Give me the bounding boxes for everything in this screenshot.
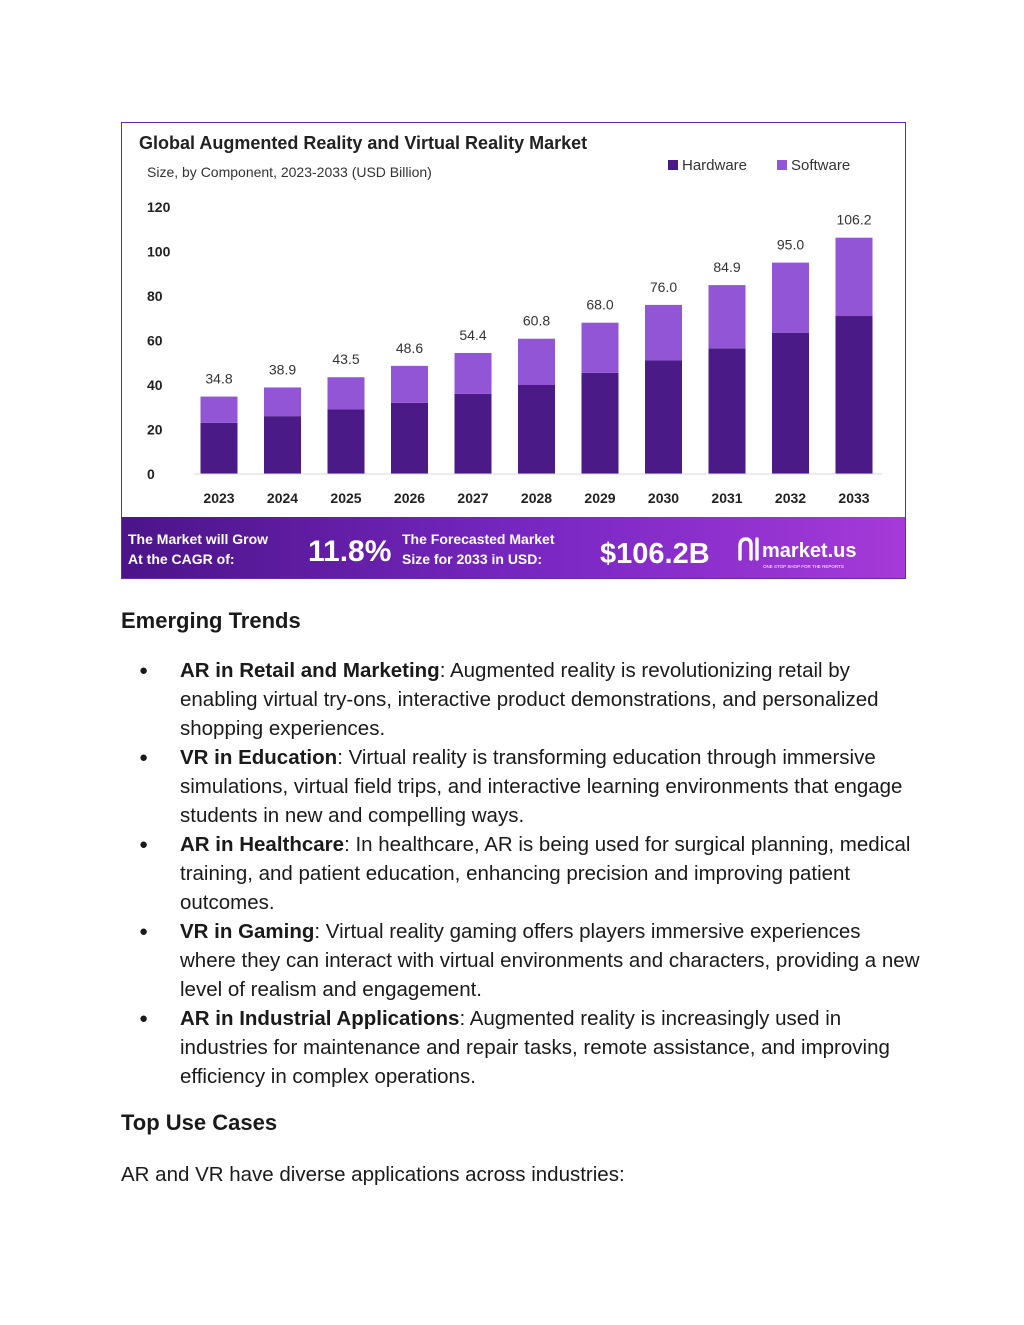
bar-hardware: [645, 361, 682, 474]
forecast-label-line2: Size for 2033 in USD:: [402, 551, 543, 567]
trend-title: AR in Retail and Marketing: [180, 659, 440, 682]
bar-total-label: 76.0: [649, 278, 678, 295]
trend-title: AR in Healthcare: [180, 833, 345, 856]
bar-hardware: [201, 423, 238, 474]
bar-software: [709, 285, 746, 348]
trend-title: VR in Gaming: [180, 920, 315, 943]
bar-total-label: 68.0: [586, 296, 614, 313]
trend-text: : Augmented reality is revolutionizing retail by enabling virtual try-ons, interactive product demonstrations, and personalized shopping experiences.: [180, 659, 879, 740]
bar-software: [455, 353, 492, 394]
bar-total-label: 60.8: [522, 312, 551, 329]
y-tick-label: 60: [147, 332, 163, 349]
x-tick-label: 2029: [584, 490, 616, 506]
x-tick-label: 2030: [647, 490, 680, 506]
x-tick-label: 2033: [838, 490, 870, 506]
market-chart: [122, 123, 905, 578]
y-tick-label: 40: [147, 377, 163, 393]
x-tick-label: 2031: [711, 490, 743, 506]
chart-subtitle: Size, by Component, 2023-2033 (USD Billion): [147, 164, 432, 180]
bar-total-label: 48.6: [395, 339, 424, 356]
x-tick-label: 2024: [266, 490, 299, 506]
bar-total-label: 95.0: [776, 236, 805, 253]
chart-legend: [668, 157, 850, 174]
trend-text: : Augmented reality is increasingly used in industries for maintenance and repair tasks, remote assistance, and improving efficiency in complex operations.: [180, 1007, 890, 1088]
bar-software: [772, 263, 809, 333]
top-use-cases-heading: Top Use Cases: [121, 1110, 278, 1135]
trend-title: AR in Industrial Applications: [180, 1007, 460, 1030]
bar-software: [201, 397, 238, 423]
bar-hardware: [518, 385, 555, 474]
trend-text: : Virtual reality gaming offers players immersive experiences where they can interact with virtual environments and characters, providing a new level of realism and engagement.: [180, 920, 920, 1001]
bar-software: [582, 323, 619, 373]
x-axis: [194, 474, 882, 506]
x-tick-label: 2025: [330, 490, 362, 506]
bar-total-label: 43.5: [332, 351, 360, 368]
y-tick-label: 20: [147, 421, 163, 438]
bar-hardware: [264, 416, 301, 474]
bar-software: [518, 339, 555, 385]
market-chart-figure: [121, 122, 906, 579]
list-item: [121, 830, 921, 917]
use-cases-intro: AR and VR have diverse applications across industries:: [121, 1163, 625, 1186]
trend-text: : Virtual reality is transforming education through immersive simulations, virtual field trips, and interactive learning environments that engage students in new and compelling ways.: [180, 746, 903, 827]
y-axis: [147, 199, 171, 482]
forecast-value: $106.2B: [600, 538, 710, 570]
trend-title: VR in Education: [180, 746, 338, 769]
x-tick-label: 2026: [393, 490, 426, 506]
bar-hardware: [455, 394, 492, 474]
y-tick-label: 0: [147, 466, 155, 482]
bar-total-label: 106.2: [836, 211, 872, 228]
brand-tagline: ONE STOP SHOP FOR THE REPORTS: [763, 564, 844, 569]
emerging-trends-heading: Emerging Trends: [121, 608, 301, 633]
x-tick-label: 2027: [457, 490, 489, 506]
bar-hardware: [582, 373, 619, 474]
trend-text: : In healthcare, AR is being used for surgical planning, medical training, and patient education, enhancing precision and improving patient outcomes.: [180, 833, 911, 914]
bar-total-label: 38.9: [268, 361, 297, 378]
bar-hardware: [709, 348, 746, 474]
bar-hardware: [772, 333, 809, 474]
list-item: [121, 656, 921, 743]
x-tick-label: 2023: [203, 490, 235, 506]
brand-name: market.us: [762, 540, 857, 562]
list-item: [121, 1004, 921, 1091]
list-item: [121, 917, 921, 1004]
bar-total-label: 54.4: [459, 326, 487, 343]
list-item: [121, 743, 921, 830]
bar-software: [391, 366, 428, 403]
bar-hardware: [836, 316, 873, 474]
legend-label-software: Software: [791, 157, 851, 174]
legend-swatch-software: [777, 160, 787, 170]
cagr-value: 11.8%: [308, 535, 392, 568]
bar-hardware: [391, 403, 428, 474]
cagr-label-line2: At the CAGR of:: [128, 551, 235, 567]
bar-total-label: 84.9: [713, 259, 741, 276]
bar-software: [645, 305, 682, 361]
trend-list: [121, 656, 921, 1091]
legend-label-hardware: Hardware: [682, 157, 748, 174]
bar-software: [328, 377, 365, 409]
y-tick-label: 120: [147, 199, 171, 215]
chart-title: Global Augmented Reality and Virtual Reality Market: [139, 133, 588, 153]
y-tick-label: 100: [147, 243, 171, 260]
forecast-label-line1: The Forecasted Market: [402, 531, 555, 547]
bar-software: [836, 238, 873, 316]
summary-banner: [122, 517, 905, 578]
bar-hardware: [328, 409, 365, 474]
x-tick-label: 2032: [774, 490, 807, 506]
y-tick-label: 80: [147, 288, 163, 304]
bar-total-label: 34.8: [205, 370, 233, 387]
bar-software: [264, 387, 301, 416]
legend-swatch-hardware: [668, 160, 678, 170]
cagr-label-line1: The Market will Grow: [128, 531, 269, 547]
bars: [201, 212, 873, 474]
x-tick-label: 2028: [520, 490, 553, 506]
